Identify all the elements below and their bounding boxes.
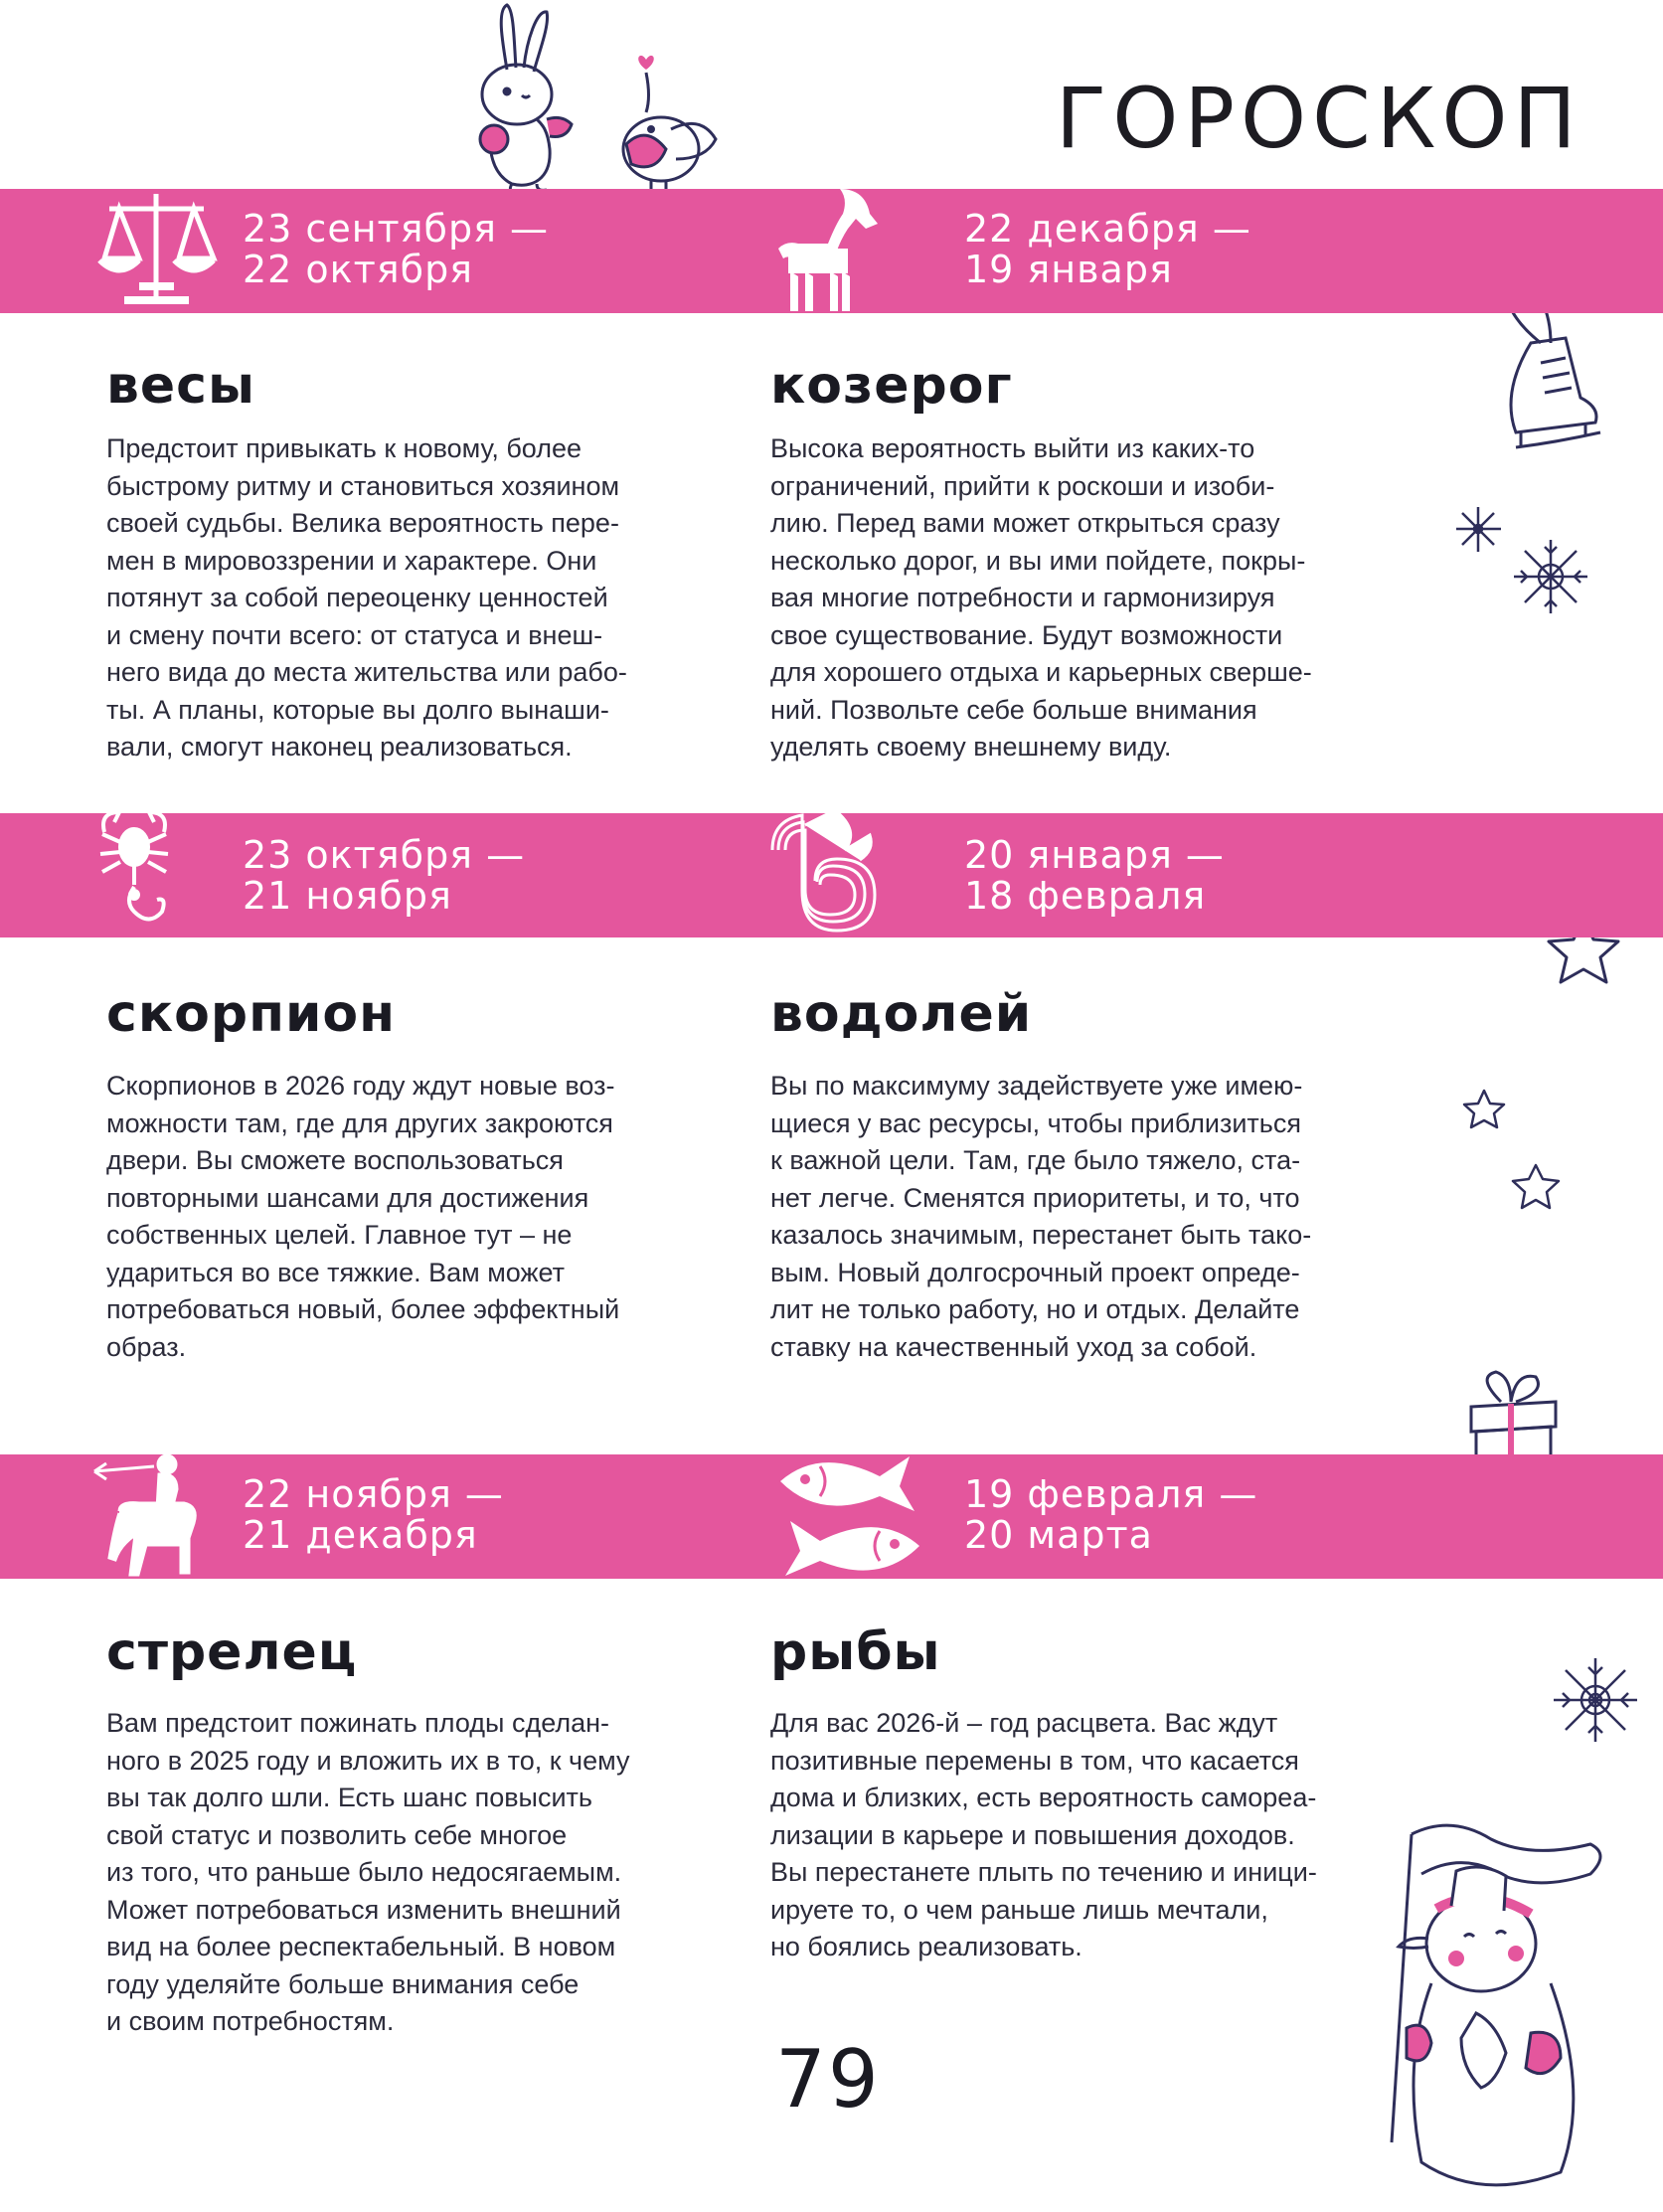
text-line: двери. Вы сможете воспользоваться [106,1145,564,1175]
sign-name: водолей [770,984,1033,1044]
text-line: несколько дорог, и вы ими пойдете, покры- [770,545,1306,576]
text-line: свое существование. Будут возможности [770,619,1283,650]
text-line: своей судьбы. Велика вероятность пере- [106,508,619,538]
text-line: и своим потребностям. [106,2006,395,2036]
text-line: ограничений, прийти к роскоши и изоби- [770,470,1275,501]
sign-date-line2: 21 декабря [243,1513,478,1557]
text-line: позитивные перемены в том, что касается [770,1745,1299,1776]
scorpio-scorpion-icon [94,807,179,936]
bird-illustration [616,45,731,194]
text-line: лию. Перед вами может открыться сразу [770,508,1280,538]
snowflake-icon [1551,1655,1640,1745]
sign-date-line1: 20 января — [964,833,1225,877]
capricorn-goat-icon [770,184,885,313]
text-line: свой статус и позволить себе многое [106,1819,568,1850]
sign-name: козерог [770,356,1013,416]
text-line: ты. А планы, которые вы долго вынаши- [106,694,609,725]
snowflake-icon [1511,537,1590,616]
text-line: году уделяйте больше внимания себе [106,1968,580,1999]
sagittarius-centaur-icon [89,1446,209,1581]
text-line: вид на более респектабельный. В новом [106,1932,616,1961]
text-line: щиеся у вас ресурсы, чтобы приблизиться [770,1107,1301,1138]
text-line: вали, смогут наконец реализоваться. [106,732,573,762]
sign-name: скорпион [106,984,397,1044]
libra-scales-icon [94,189,219,313]
star-icon [1459,1087,1509,1136]
sign-description [770,1705,1367,1966]
star-icon [1509,1161,1564,1216]
sign-date-line2: 20 марта [964,1513,1153,1557]
text-line: потянут за собой переоценку ценностей [106,583,608,612]
text-line: вая многие потребности и гармонизируя [770,583,1275,612]
sign-description [106,1705,703,2041]
sign-date-line2: 21 ноября [243,874,452,918]
text-line: Вы по максимуму задействуете уже имею- [770,1071,1303,1101]
text-line: Высока вероятность выйти из каких-то [770,433,1255,463]
sign-date-line1: 22 декабря — [964,207,1251,251]
text-line: быстрому ритму и становиться хозяином [106,470,620,501]
sign-date-line2: 18 февраля [964,874,1207,918]
text-line: него вида до места жительства или рабо- [106,657,627,687]
text-line: из того, что раньше было недосягаемым. [106,1857,622,1887]
text-line: дома и близких, есть вероятность самореа- [770,1783,1317,1812]
sign-description [106,1068,703,1366]
text-line: можности там, где для других закроются [106,1107,613,1138]
text-line: лит не только работу, но и отдых. Делайте [770,1294,1300,1324]
text-line: потребоваться новый, более эффектный [106,1294,620,1324]
sign-description [770,430,1367,766]
text-line: мен в мировоззрении и характере. Они [106,545,597,576]
text-line: для хорошего отдыха и карьерных сверше- [770,657,1312,687]
text-line: Вам предстоит пожинать плоды сделан- [106,1708,609,1738]
sign-date-line1: 23 октября — [243,833,526,877]
sign-description [770,1068,1367,1366]
text-line: Для вас 2026-й – год расцвета. Вас ждут [770,1708,1278,1738]
text-line: образ. [106,1331,187,1362]
sign-date-line1: 19 февраля — [964,1472,1258,1516]
text-line: вым. Новый долгосрочный проект опреде- [770,1257,1300,1287]
bunny-illustration [452,0,586,194]
text-line: и смену почти всего: от статуса и внеш- [106,619,603,650]
text-line: вы так долго шли. Есть шанс повысить [106,1783,592,1812]
sign-date-line1: 23 сентября — [243,207,550,251]
text-line: ний. Позвольте себе больше внимания [770,694,1257,725]
text-line: нет легче. Сменятся приоритеты, и то, что [770,1182,1300,1213]
snowflake-icon [1451,502,1506,557]
text-line: лизации в карьере и повышения доходов. [770,1819,1295,1850]
pisces-fish-icon [775,1451,924,1581]
text-line: казалось значимым, перестанет быть тако- [770,1220,1312,1250]
sign-name: стрелец [106,1622,358,1682]
text-line: Предстоит привыкать к новому, более [106,433,582,463]
text-line: но боялись реализовать. [770,1932,1082,1961]
text-line: повторными шансами для достижения [106,1182,589,1213]
page-number: 79 [775,2033,881,2126]
sign-description [106,430,703,766]
text-line: Может потребоваться изменить внешний [106,1894,621,1925]
text-line: Скорпионов в 2026 году ждут новые воз- [106,1071,615,1101]
sign-date-line1: 22 ноября — [243,1472,504,1516]
text-line: Вы перестанете плыть по течению и иници- [770,1857,1317,1887]
page-title: ГОРОСКОП [1056,70,1582,167]
text-line: к важной цели. Там, где было тяжело, ста- [770,1145,1301,1175]
snowman-illustration [1367,1814,1635,2212]
sign-name: рыбы [770,1622,941,1682]
sign-date-line2: 19 января [964,248,1173,291]
sign-name: весы [106,356,256,416]
text-line: ируете то, о чем раньше лишь мечтали, [770,1894,1268,1925]
text-line: ставку на качественный уход за собой. [770,1331,1257,1362]
text-line: уделять своему внешнему виду. [770,732,1172,762]
aquarius-jug-icon [770,805,885,939]
sign-date-line2: 22 октября [243,248,474,291]
text-line: ного в 2025 году и вложить их в то, к чему [106,1745,630,1776]
text-line: удариться во все тяжкие. Вам может [106,1257,566,1287]
text-line: собственных целей. Главное тут – не [106,1220,573,1250]
